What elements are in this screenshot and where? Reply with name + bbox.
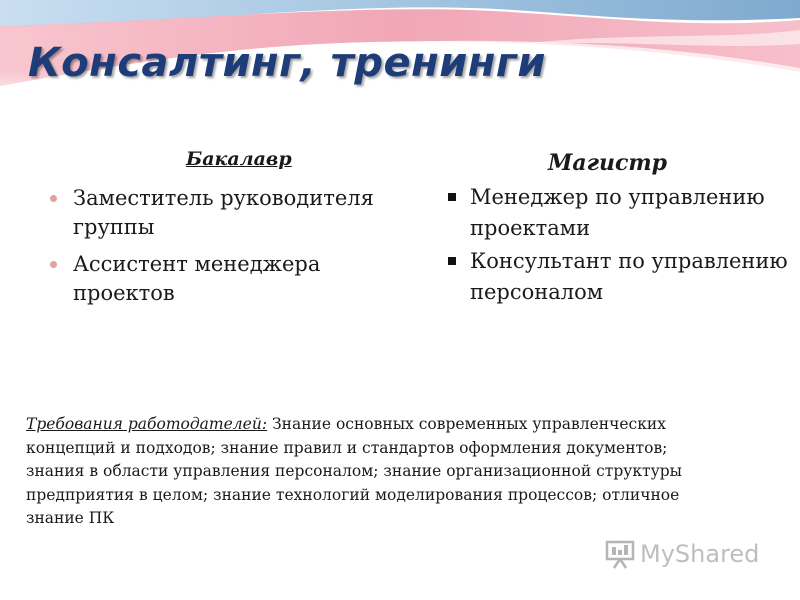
requirements-paragraph bbox=[26, 413, 726, 531]
requirements-label: Требования работодателей: bbox=[26, 415, 268, 433]
bullet-dot-icon bbox=[50, 195, 57, 202]
bullet-dot-icon bbox=[50, 261, 57, 268]
list-item bbox=[48, 184, 418, 242]
watermark-text: MyShared bbox=[640, 540, 760, 568]
slide-title: Консалтинг, тренинги bbox=[28, 40, 546, 86]
list-item-label: Заместитель руководителя группы bbox=[73, 186, 374, 239]
list-item bbox=[48, 250, 418, 308]
master-heading: Магистр bbox=[548, 150, 668, 176]
square-bullet-icon bbox=[448, 193, 456, 201]
square-bullet-icon bbox=[448, 257, 456, 265]
list-item-label: Менеджер по управлению проектами bbox=[470, 185, 765, 240]
requirements-text: Знание основных современных управленческих концепций и подходов; знание правил и стандартов оформления документов; знания в области управления персоналом; знание организационной структуры предприятия в целом; знание технологий моделирования процессов; отличное знание ПК bbox=[26, 415, 683, 527]
bachelor-heading: Бакалавр bbox=[186, 148, 292, 170]
presentation-board-icon bbox=[604, 538, 636, 570]
watermark bbox=[604, 538, 759, 570]
list-item bbox=[446, 182, 796, 244]
list-item-label: Ассистент менеджера проектов bbox=[73, 252, 321, 305]
list-item bbox=[446, 246, 796, 308]
master-list bbox=[446, 182, 796, 310]
list-item-label: Консультант по управлению персоналом bbox=[470, 249, 788, 304]
bachelor-list bbox=[48, 184, 418, 316]
